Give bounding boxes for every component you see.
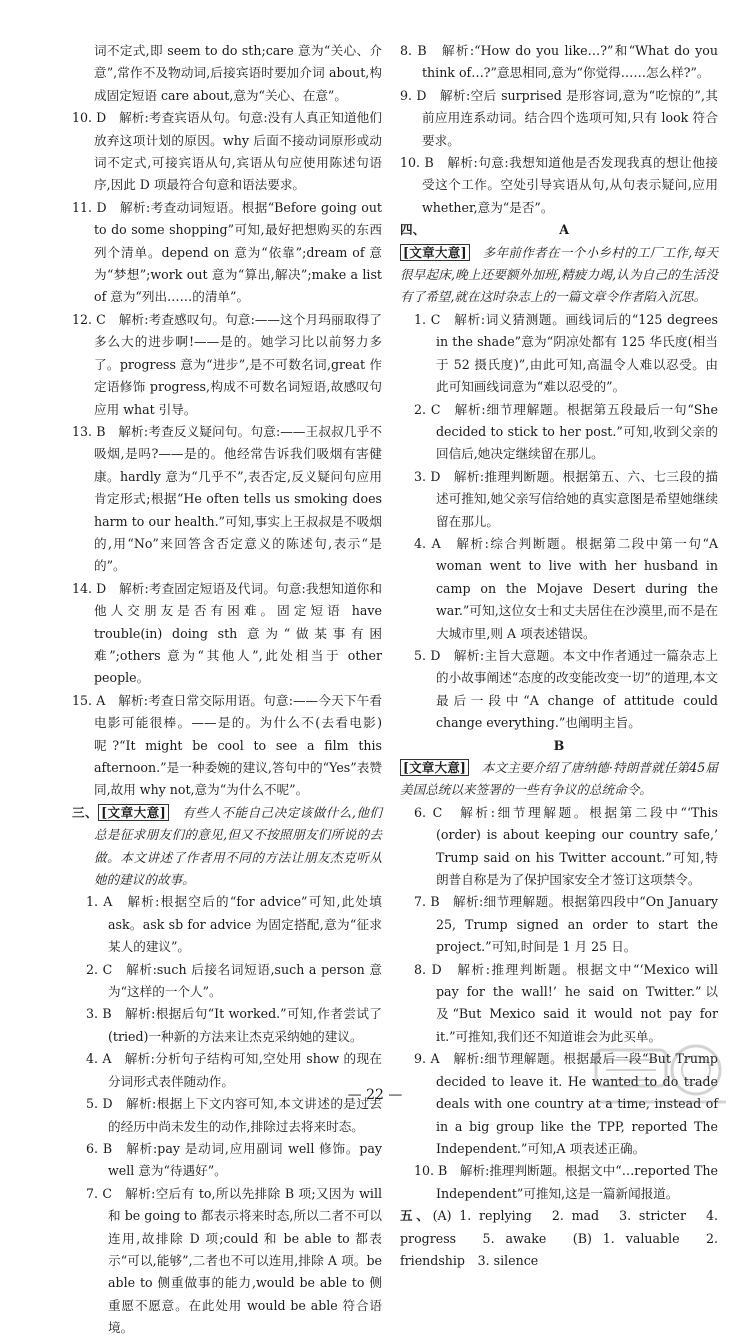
explanation-item: 词不定式,即 seem to do sth;care 意为“关心、介意”,常作不及物动词,后接宾语时要加介词 about,构成固定短语 care about,意为“关心、在意”。: [94, 43, 382, 103]
explanation-item: 3. B 解析:根据后句“It worked.”可知,作者尝试了(tried)一种新的方法来让杰克采纳她的建议。: [86, 1006, 382, 1044]
explanation-item: 13. B 解析:考查反义疑问句。句意:——王叔叔几乎不吸烟,是吗?——是的。他经常告诉我们吸烟有害健康。hardly 意为“几乎不”,表否定,反义疑问句应用肯定形式;根据“He often tells us smoking does harm to our health.”可知,事实上王叔叔是不吸烟的,用“No”来回答含否定意义的陈述句,表示“是的”。: [72, 423, 382, 574]
explanation-item: 5. D 解析:主旨大意题。本文中作者通过一篇杂志上的小故事阐述“态度的改变能改变一切”的道理,本文最后一段中“A change of attitude could change everything.”也阐明主旨。: [414, 647, 718, 731]
answer-text: (A) 1. replying 2. mad 3. stricter 4. progress 5. awake (B) 1. valuable 2. friendship 3. silence: [400, 1208, 719, 1268]
summary-label: [文章大意]: [400, 244, 470, 261]
explanation-item: 3. D 解析:推理判断题。根据第五、六、七三段的描述可推知,她父亲写信给她的真实意图是希望她继续留在那儿。: [414, 468, 718, 529]
explanation-item: 6. C 解析:细节理解题。根据第二段中“‘This (order) is about keeping our country safe,’ Trump said on his Twitter account.”可知,特朗普自称是为了保护国家安全才签订这项禁令。: [414, 804, 718, 888]
explanation-item: 10. B 解析:句意:我想知道他是否发现我真的想让他接受这个工作。空处引导宾语从句,从句表示疑问,应用 whether,意为“是否”。: [400, 155, 718, 215]
summary-label: [文章大意]: [98, 804, 169, 821]
explanation-item: 14. D 解析:考查固定短语及代词。句意:我想知道你和他人交朋友是否有困难。固定短语 have trouble(in) doing sth 意为“做某事有困难”;others 意为“其他人”,此处相当于 other people。: [72, 580, 382, 686]
explanation-item: 15. A 解析:考查日常交际用语。句意:——今天下午看电影可能很棒。——是的。为什么不(去看电影)呢?“It might be cool to see a film this afternoon.”是一种委婉的建议,答句中的“Yes”表赞同,故用 why not,意为“为什么不呢”。: [72, 692, 382, 798]
section-number: 五、: [400, 1208, 433, 1224]
section-number: 四、: [400, 222, 426, 238]
explanation-item: 8. B 解析:“How do you like…?”和“What do you think of…?”意思相同,意为“你觉得……怎么样?”。: [400, 43, 718, 81]
section-letter: A: [559, 222, 570, 238]
article-summary: [400, 242, 718, 309]
explanation-item: 10. D 解析:考查宾语从句。句意:没有人真正知道他们放弃这项计划的原因。why 后面不接动词原形或动词不定式,可接宾语从句,宾语从句应使用陈述句语序,因此 D 项最符合句意和语法要求。: [72, 110, 382, 193]
explanation-item: 12. C 解析:考查感叹句。句意:——这个月玛丽取得了多么大的进步啊!——是的。她学习比以前努力多了。progress 意为“进步”,是不可数名词,great 作定语修饰 progress,构成不可数名词短语,故感叹句应用 what 引导。: [72, 311, 382, 417]
explanation-item: 7. C 解析:空后有 to,所以先排除 B 项;又因为 will 和 be going to 都表示将来时态,所以二者不可以连用,故排除 D 项;could 和 be able to 都表示“可以,能够”,二者也不可以连用,排除 A 项。be able to 侧重做事的能力,would be able to 侧重愿不愿意。在此处用 would be able 符合语境。: [86, 1185, 382, 1336]
page-number: — 22 —: [347, 1087, 403, 1103]
explanation-item: 2. C 解析:such 后接名词短语,such a person 意为“这样的一个人”。: [86, 961, 382, 1000]
section-heading: [400, 219, 718, 241]
section-heading: [400, 735, 718, 757]
explanation-item: 5. D 解析:根据上下文内容可知,本文讲述的是过去的经历中尚未发生的动作,排除过去将来时态。: [86, 1096, 382, 1134]
answer-list: [400, 1205, 718, 1272]
summary-text: 本文主要介绍了唐纳德·特朗普就任第45届美国总统以来签署的一些有争议的总统命令。: [400, 760, 718, 798]
summary-text: 有些人不能自己决定该做什么,他们总是征求朋友们的意见,但又不按照朋友们所说的去做。本文讲述了作者用不同的方法让朋友杰克听从她的建议的故事。: [94, 804, 382, 888]
explanation-item: 11. D 解析:考查动词短语。根据“Before going out to do some shopping”可知,最好把想购买的东西列个清单。depend on 意为“依靠”;dream of 意为“梦想”;work out 意为“算出,解决”;make a list of 意为“列出……的清单”。: [72, 199, 382, 305]
explanation-item: 10. B 解析:推理判断题。根据文中“…reported The Independent”可推知,这是一篇新闻报道。: [414, 1163, 718, 1201]
summary-label: [文章大意]: [400, 759, 469, 776]
section-letter: B: [553, 737, 565, 753]
explanation-item: 8. D 解析:推理判断题。根据文中“‘Mexico will pay for the wall!’ he said on Twitter.”以及“But Mexico said it would not pay for it.”可推知,我们还不知道谁会为此买单。: [414, 961, 718, 1044]
explanation-item: 6. B 解析:pay 是动词,应用副词 well 修饰。pay well 意为“待遇好”。: [86, 1140, 382, 1179]
explanation-item: 9. A 解析:细节理解题。根据最后一段“But Trump decided to leave it. He wanted to do trade deals with one country at a time, instead of in a big group like the TPP, reported The Independent.”可知,A 项表述正确。: [414, 1051, 718, 1156]
explanation-item: 4. A 解析:综合判断题。根据第二段中第一句“A woman went to live with her husband in camp on the Mojave Desert during the war.”可知,这位女士和丈夫居住在沙漠里,而不是在大城市里,则 A 项表述错误。: [414, 535, 718, 641]
explanation-item: 1. A 解析:根据空后的“for advice”可知,此处填 ask。ask sb for advice 为固定搭配,意为“征求某人的建议”。: [86, 894, 382, 955]
summary-text: 多年前作者在一个小乡村的工厂工作,每天很早起床,晚上还要额外加班,精疲力竭,认为自己的生活没有了希望,就在这时杂志上的一篇文章令作者陷入沉思。: [400, 244, 718, 305]
explanation-item: 4. A 解析:分析句子结构可知,空处用 show 的现在分词形式表伴随动作。: [86, 1051, 382, 1089]
explanation-item: 9. D 解析:空后 surprised 是形容词,意为“吃惊的”,其前应用连系动词。结合四个选项可知,只有 look 符合要求。: [400, 87, 718, 148]
explanation-item: 1. C 解析:词义猜测题。画线词后的“125 degrees in the shade”意为“阴凉处都有 125 华氏度(相当于 52 摄氏度)”,由此可知,高温令人难以忍受。由此可知画线词意为“难以忍受的”。: [414, 311, 718, 395]
article-summary: [72, 802, 382, 892]
section-number: 三、: [72, 804, 99, 820]
explanation-item: 7. B 解析:细节理解题。根据第四段中“On January 25, Trump signed an order to start the project.”可知,时间是 1 月 25 日。: [414, 894, 718, 955]
explanation-item: 2. C 解析:细节理解题。根据第五段最后一句“She decided to stick to her post.”可知,收到父亲的回信后,她决定继续留在那儿。: [414, 401, 718, 462]
article-summary: [400, 757, 718, 802]
watermark-logo: [586, 1040, 736, 1120]
left-column: [72, 40, 382, 1340]
